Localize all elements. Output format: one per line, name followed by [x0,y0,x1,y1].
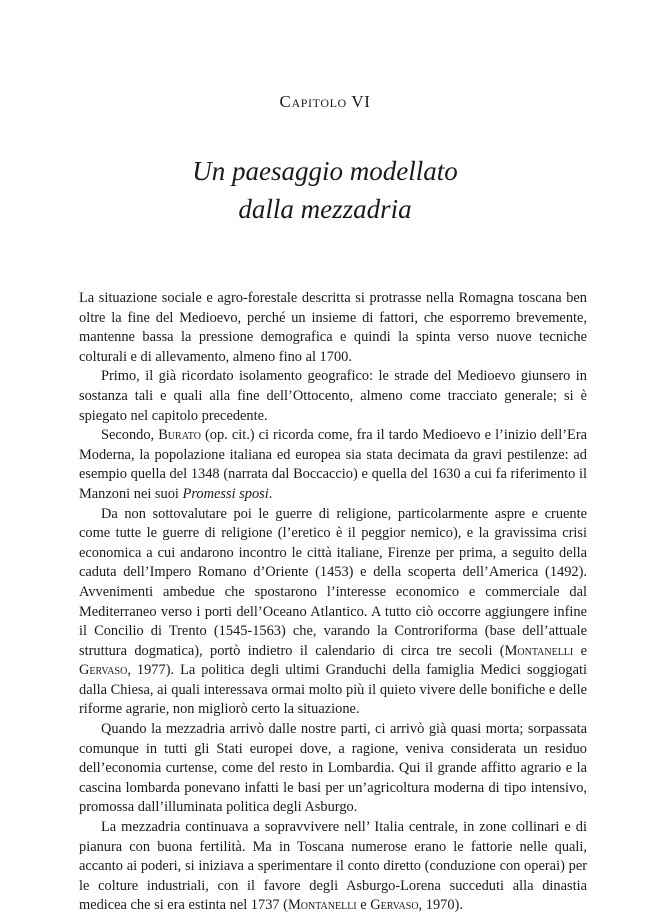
author-name: Montanelli [287,897,357,914]
paragraph-3-text-b: (op. cit.) ci ricorda come, fra il tardo Medioevo e l’inizio dell’Era Moderna, la popolazione italiana ed europea sia stata decimata da gravi pestilenze: ad esempio quella del 1348 (narrata dal Boccaccio) e quella del 1630 a cui fa riferimento il Manzoni nei suoi [79,427,588,502]
chapter-number: Capitolo VI [279,92,371,111]
book-title: Promessi sposi [182,485,269,502]
paragraph-4-text-a: Da non sottovalutare poi le guerre di religione, particolarmente aspre e cruente come tutte le guerre di religione (l’eretico è il peggior nemico), e la gravissima crisi economica a cui andarono incontro le città italiane, Firenze per prima, a seguito della caduta dell’Impero Romano d’Oriente (1453) e della scoperta dell’America (1492). Avvenimenti ambedue che spostarono l’interesse economico e commerciale dal Mediterraneo verso i porti dell’Oceano Atlantico. A tutto ciò occorre aggiungere infine il Concilio di Trento (1545-1563) che, varando la Controriforma (base dell’attuale struttura dogmatica), portò indietro il calendario di circa tre secoli ( [79,505,587,659]
chapter-title [0,152,650,228]
citation-conjunction: e [573,642,587,659]
chapter-title-line-2: dalla mezzadria [238,194,412,224]
paragraph-2: Primo, il già ricordato isolamento geografico: le strade del Medioevo giunsero in sostanza tali e quali alla fine dell’Ottocento, almeno come tracciato generale; si è spiegato nel capitolo precedente. [79,368,587,424]
paragraph-3-text-c: . [268,485,273,502]
citation-conjunction: e [356,897,371,914]
paragraph-6 [79,818,587,916]
chapter-body [79,289,587,916]
chapter-title-line-1: Un paesaggio modellato [192,156,458,186]
author-name: Gervaso [370,897,419,914]
author-name: Gervaso [79,662,128,679]
paragraph-4 [79,505,587,721]
paragraph-6-text-b: , 1970). [418,897,463,914]
paragraph-4-text-b: , 1977). La politica degli ultimi Granduchi della famiglia Medici soggiogati dalla Chiesa, ai quali interessava ormai molto più il quieto vivere delle bonifiche e delle riforme agrarie, non migliorò certo la situazione. [79,662,587,718]
paragraph-1: La situazione sociale e agro-forestale descritta si protrasse nella Romagna toscana ben oltre la fine del Medioevo, perché un insieme di fattori, che esporremo brevemente, mantenne bassa la pressione demografica e quindi la spinta verso nuove tecniche colturali e di allevamento, almeno fino al 1700. [79,290,587,365]
paragraph-6-text-a: La mezzadria continuava a sopravvivere nell’ Italia centrale, in zone collinari e di pianura con buona fertilità. Ma in Toscana numerose erano le fattorie nelle quali, accanto ai poderi, si iniziava a sperimentare il conto diretto (conduzione con operai) per le colture industriali, con il favore degli Asburgo-Lorena succeduti alla dinastia medicea che si era estinta nel 1737 ( [79,819,587,914]
paragraph-5: Quando la mezzadria arrivò dalle nostre parti, ci arrivò già quasi morta; sorpassata comunque in tutti gli Stati europei dove, a ragione, veniva considerata un residuo dell’economia curtense, come del resto in Lombardia. Qui il grande affitto agrario e la cascina lombarda ponevano infatti le basi per un’agricoltura moderna di tipo intensivo, promossa dall’illuminata politica degli Asburgo. [79,721,587,816]
paragraph-3-text-a: Secondo, [101,427,159,444]
paragraph-3 [79,426,587,504]
author-name: Montanelli [504,642,574,659]
author-name: Burato [158,427,201,444]
